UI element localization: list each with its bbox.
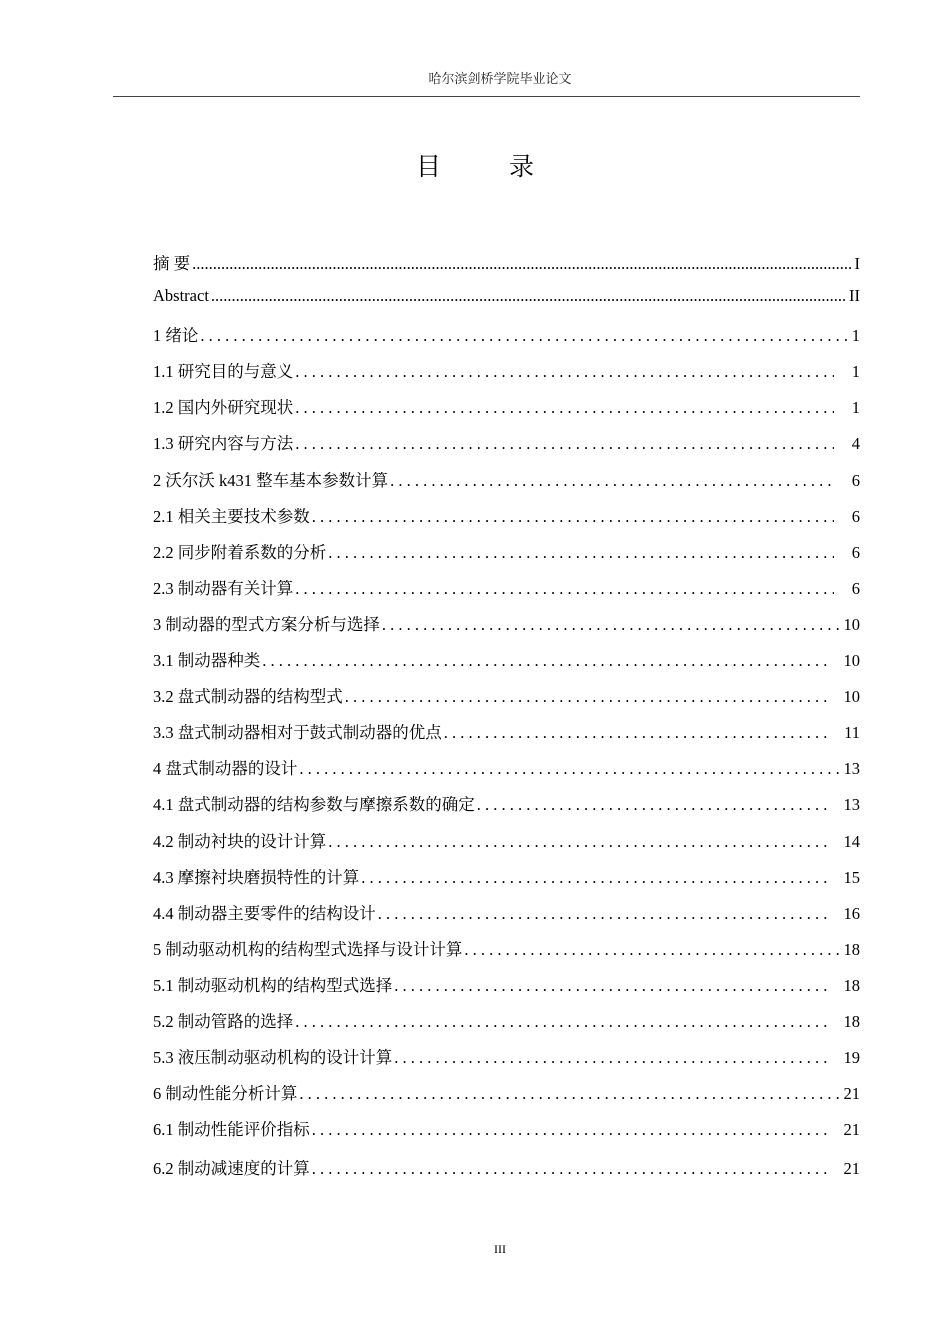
toc-entry-title: 1.3 研究内容与方法 xyxy=(153,434,294,454)
toc-entry-page: 18 xyxy=(843,975,860,995)
toc-entry-title: 6.2 制动减速度的计算 xyxy=(153,1159,310,1179)
toc-entry-title: 4 盘式制动器的设计 xyxy=(153,759,298,779)
dot-leader xyxy=(345,687,832,707)
toc-entry-title: 1 绪论 xyxy=(153,326,199,346)
toc-entry-page: 14 xyxy=(843,831,860,851)
toc-entry[interactable] xyxy=(153,322,860,358)
toc-entry[interactable] xyxy=(153,972,860,1008)
toc-entry-page: 21 xyxy=(843,1159,860,1179)
toc-entry[interactable] xyxy=(153,1044,860,1080)
toc-entry-page: 10 xyxy=(843,614,860,634)
toc-entry-title: Abstract xyxy=(153,286,209,306)
toc-entry[interactable] xyxy=(153,864,860,900)
toc-entry-title: 摘 要 xyxy=(153,254,191,273)
toc-entry[interactable] xyxy=(153,503,860,539)
toc-entry[interactable] xyxy=(153,1155,860,1191)
toc-entry-title: 3 制动器的型式方案分析与选择 xyxy=(153,614,380,634)
page-header: 哈尔滨剑桥学院毕业论文 xyxy=(428,71,572,86)
dot-leader xyxy=(312,1120,832,1140)
toc-entry-page: 18 xyxy=(843,1011,860,1031)
toc-entry[interactable] xyxy=(153,755,860,791)
toc-entry-page: 13 xyxy=(843,795,860,815)
toc-entry-page: 21 xyxy=(843,1084,860,1104)
toc-entry[interactable] xyxy=(153,1116,860,1152)
toc-entry[interactable] xyxy=(153,1008,860,1044)
dot-leader xyxy=(192,254,852,274)
toc-entry-page: 6 xyxy=(851,578,860,598)
toc-entry-title: 3.2 盘式制动器的结构型式 xyxy=(153,687,343,707)
toc-entry-title: 1.1 研究目的与意义 xyxy=(153,362,294,382)
table-of-contents xyxy=(153,250,860,1191)
toc-entry-title: 6.1 制动性能评价指标 xyxy=(153,1120,310,1140)
toc-entry[interactable] xyxy=(153,575,860,611)
toc-entry[interactable] xyxy=(153,358,860,394)
toc-entry-title: 3.3 盘式制动器相对于鼓式制动器的优点 xyxy=(153,723,442,743)
toc-entry-title: 4.4 制动器主要零件的结构设计 xyxy=(153,903,376,923)
toc-entry-page: 6 xyxy=(851,506,860,526)
toc-entry-page: 18 xyxy=(843,939,860,959)
dot-leader xyxy=(312,1159,832,1179)
toc-entry-page: 16 xyxy=(843,903,860,923)
page-title: 目 录 xyxy=(416,152,564,181)
dot-leader xyxy=(378,904,832,924)
toc-entry-title: 4.3 摩擦衬块磨损特性的计算 xyxy=(153,867,360,887)
toc-entry-title: 2.1 相关主要技术参数 xyxy=(153,506,310,526)
toc-entry-title: 4.2 制动衬块的设计计算 xyxy=(153,831,327,851)
header-divider xyxy=(113,96,860,97)
toc-entry[interactable] xyxy=(153,647,860,683)
toc-entry-title: 2 沃尔沃 k431 整车基本参数计算 xyxy=(153,470,389,490)
toc-entry-page: 1 xyxy=(851,326,860,346)
toc-entry-title: 2.2 同步附着系数的分析 xyxy=(153,542,327,562)
dot-leader xyxy=(390,471,834,491)
dot-leader xyxy=(262,651,831,671)
toc-entry[interactable] xyxy=(153,936,860,972)
toc-entry-title: 5.2 制动管路的选择 xyxy=(153,1011,294,1031)
dot-leader xyxy=(211,286,847,306)
dot-leader xyxy=(295,398,834,418)
dot-leader xyxy=(477,795,832,815)
toc-entry[interactable] xyxy=(153,683,860,719)
toc-entry-title: 5.1 制动驱动机构的结构型式选择 xyxy=(153,975,393,995)
toc-entry-page: 13 xyxy=(843,759,860,779)
toc-entry[interactable] xyxy=(153,286,860,322)
toc-entry-page: 10 xyxy=(843,687,860,707)
toc-entry-page: 10 xyxy=(843,651,860,671)
toc-entry[interactable] xyxy=(153,1080,860,1116)
dot-leader xyxy=(394,976,831,996)
toc-entry[interactable] xyxy=(153,719,860,755)
dot-leader xyxy=(312,507,834,527)
toc-entry[interactable] xyxy=(153,791,860,827)
toc-entry-page: 11 xyxy=(844,723,860,743)
toc-entry-title: 5 制动驱动机构的结构型式选择与设计计算 xyxy=(153,939,463,959)
dot-leader xyxy=(328,543,834,563)
dot-leader xyxy=(295,434,834,454)
toc-entry-page: 1 xyxy=(851,362,860,382)
toc-entry-page: 15 xyxy=(843,867,860,887)
toc-entry[interactable] xyxy=(153,900,860,936)
toc-entry[interactable] xyxy=(153,394,860,430)
dot-leader xyxy=(361,868,831,888)
dot-leader xyxy=(444,723,832,743)
dot-leader xyxy=(295,579,834,599)
toc-entry-page: 4 xyxy=(851,434,860,454)
toc-entry[interactable] xyxy=(153,539,860,575)
dot-leader xyxy=(295,362,834,382)
toc-entry-page: 6 xyxy=(851,542,860,562)
toc-entry-page: 19 xyxy=(843,1048,860,1068)
dot-leader xyxy=(299,759,841,779)
toc-entry[interactable] xyxy=(153,250,860,286)
toc-entry[interactable] xyxy=(153,430,860,466)
toc-entry-title: 1.2 国内外研究现状 xyxy=(153,398,294,418)
toc-entry-title: 4.1 盘式制动器的结构参数与摩擦系数的确定 xyxy=(153,795,475,815)
dot-leader xyxy=(328,832,831,852)
toc-entry-title: 3.1 制动器种类 xyxy=(153,651,261,671)
toc-entry-page: 6 xyxy=(851,470,860,490)
toc-entry-title: 2.3 制动器有关计算 xyxy=(153,578,294,598)
toc-entry-page: I xyxy=(854,254,860,273)
toc-entry-title: 6 制动性能分析计算 xyxy=(153,1084,298,1104)
page-number: III xyxy=(494,1242,506,1256)
dot-leader xyxy=(295,1012,831,1032)
toc-entry-title: 5.3 液压制动驱动机构的设计计算 xyxy=(153,1048,393,1068)
toc-entry[interactable] xyxy=(153,467,860,503)
toc-entry-page: 1 xyxy=(851,398,860,418)
dot-leader xyxy=(382,615,842,635)
toc-entry[interactable] xyxy=(153,828,860,864)
dot-leader xyxy=(200,326,849,346)
dot-leader xyxy=(464,940,841,960)
dot-leader xyxy=(299,1084,841,1104)
dot-leader xyxy=(394,1048,831,1068)
toc-entry[interactable] xyxy=(153,611,860,647)
toc-entry-page: II xyxy=(849,286,860,306)
toc-entry-page: 21 xyxy=(843,1120,860,1140)
